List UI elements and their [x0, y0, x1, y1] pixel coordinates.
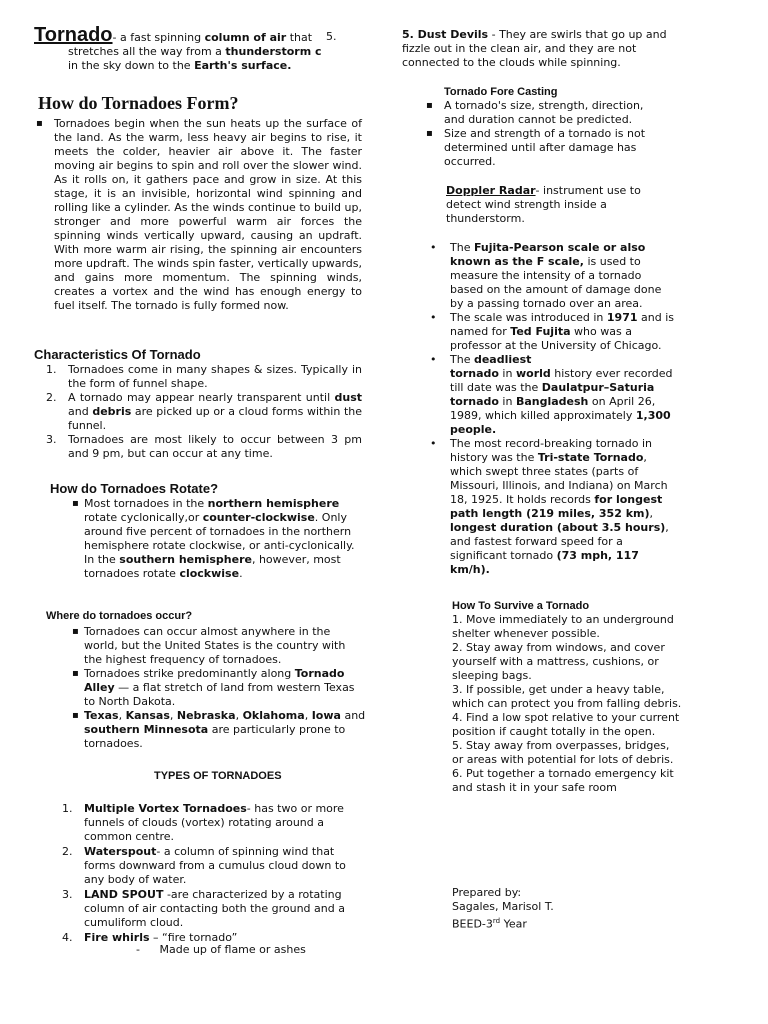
type-item: 3. LAND SPOUT -are characterized by a rotating column of air contacting both the ground and a cumuliform cloud. [62, 888, 345, 929]
type-item-dust-devils: 5. Dust Devils - They are swirls that go up and fizzle out in the clean air, and they are not connected to the clouds while spinning. [402, 28, 667, 69]
occur-item: ▪ Texas, Kansas, Nebraska, Oklahoma, Iowa and southern Minnesota are particularly prone to tornadoes. [66, 709, 366, 751]
rotate-list [66, 497, 364, 581]
intro: Tornado- a fast spinning column of air that stretches all the way from a thunderstorm c in the sky down to the Earth's surface. [34, 24, 322, 72]
occur-list [66, 625, 366, 751]
preparer-name: Sagales, Marisol T. [452, 900, 554, 913]
fact-item: • The deadliest tornado in world history ever recorded till date was the Daulatpur–Saturia tornado in Bangladesh on April 26, 1989, which killed approximately 1,300 people. [426, 353, 676, 437]
characteristic-item: 3. Tornadoes are most likely to occur between 3 pm and 9 pm, but can occur at any time. [46, 433, 362, 460]
forecast-item: ▪ A tornado's size, strength, direction, and duration cannot be predicted. [420, 99, 660, 127]
occur-item: ▪ Tornadoes can occur almost anywhere in the world, but the United States is the country with the highest frequency of tornadoes. [66, 625, 366, 667]
fact-item: • The Fujita-Pearson scale or also known as the F scale, is used to measure the intensity of a tornado based on the amount of damage done by a passing tornado over an area. [426, 241, 676, 311]
occur-item: ▪ Tornadoes strike predominantly along Tornado Alley — a flat stretch of land from western Texas to North Dakota. [66, 667, 366, 709]
occur-heading: Where do tornadoes occur? [46, 610, 193, 622]
type-item: 4. Fire whirls – “fire tornado” [62, 931, 238, 944]
survive-step: 2. Stay away from windows, and cover yourself with a mattress, cushions, or sleeping bags. [452, 641, 665, 682]
survive-step: 5. Stay away from overpasses, bridges, or areas with potential for lots of debris. [452, 739, 674, 766]
form-heading: How do Tornadoes Form? [38, 93, 239, 113]
fire-whirl-subitem: - Made up of flame or ashes [136, 943, 306, 956]
survive-step: 6. Put together a tornado emergency kit and stash it in your safe room [452, 767, 674, 794]
prepared-by [452, 886, 652, 932]
survive-step: 3. If possible, get under a heavy table, which can protect you from falling debris. [452, 683, 682, 710]
characteristics-heading: Characteristics Of Tornado [34, 347, 201, 362]
form-list [30, 117, 362, 313]
forecast-list [420, 99, 660, 169]
doppler-radar: Doppler Radar- instrument use to detect wind strength inside a thunderstorm. [446, 184, 641, 225]
fact-item: • The most record-breaking tornado in history was the Tri-state Tornado, which swept three states (parts of Missouri, Illinois, and Indiana) on March 18, 1925. It holds records for longest path length (219 miles, 352 km), longest duration (about 3.5 hours), and fastest forward speed for a significant tornado (73 mph, 117 km/h). [426, 437, 676, 577]
facts-list [426, 241, 676, 577]
forecast-item: ▪ Size and strength of a tornado is not determined until after damage has occurred. [420, 127, 660, 169]
forecast-heading: Tornado Fore Casting [444, 86, 558, 98]
rotate-heading: How do Tornadoes Rotate? [50, 481, 219, 496]
type-item: 2. Waterspout- a column of spinning wind that forms downward from a cumulus cloud down to any body of water. [62, 845, 346, 886]
type-item: 1. Multiple Vortex Tornadoes- has two or more funnels of clouds (vortex) rotating around a common centre. [62, 802, 344, 843]
characteristic-item: 1. Tornadoes come in many shapes & sizes. Typically in the form of funnel shape. [46, 363, 362, 390]
prepared-label: Prepared by: [452, 886, 522, 899]
fact-item: • The scale was introduced in 1971 and is named for Ted Fujita who was a professor at the University of Chicago. [426, 311, 676, 353]
types-list [60, 802, 360, 945]
survive-steps [452, 613, 682, 795]
types-heading: TYPES OF TORNADOES [154, 770, 282, 782]
characteristics-list [44, 363, 362, 461]
survive-step: 4. Find a low spot relative to your current position if caught totally in the open. [452, 711, 680, 738]
rotate-item: ▪ Most tornadoes in the northern hemisphere rotate cyclonically,or counter-clockwise. Only around five percent of tornadoes in the northern hemisphere rotate clockwise, or anti-cyclonically. In the southern hemisphere, however, most tornadoes rotate clockwise. [66, 497, 364, 581]
form-paragraph: ▪ Tornadoes begin when the sun heats up the surface of the land. As the warm, less heavy air begins to rise, it meets the colder, heavier air above it. The faster moving air begins to spin and roll over the slower wind. As it rolls on, it gathers pace and grow in size. At this stage, it is an invisible, horizontal wind spinning and rolling like a cylinder. As the winds continue to build up, stronger and more powerful warm air forces the spinning winds vertically upward, causing an updraft. With more warm air rising, the spinning air encounters more updraft. The winds spin faster, vertically upwards, and gains more momentum. The spinning winds, creates a vortex and the wind has enough energy to fuel itself. The tornado is fully formed now. [30, 117, 362, 313]
survive-heading: How To Survive a Tornado [452, 600, 590, 612]
survive-step: 1. Move immediately to an underground shelter whenever possible. [452, 613, 674, 640]
preparer-course: BEED-3rd Year [452, 917, 527, 931]
title-word: Tornado [34, 24, 113, 46]
characteristic-item: 2. A tornado may appear nearly transparent until dust and debris are picked up or a cloud forms within the funnel. [46, 391, 362, 432]
stray-mark: 5. [326, 30, 337, 43]
